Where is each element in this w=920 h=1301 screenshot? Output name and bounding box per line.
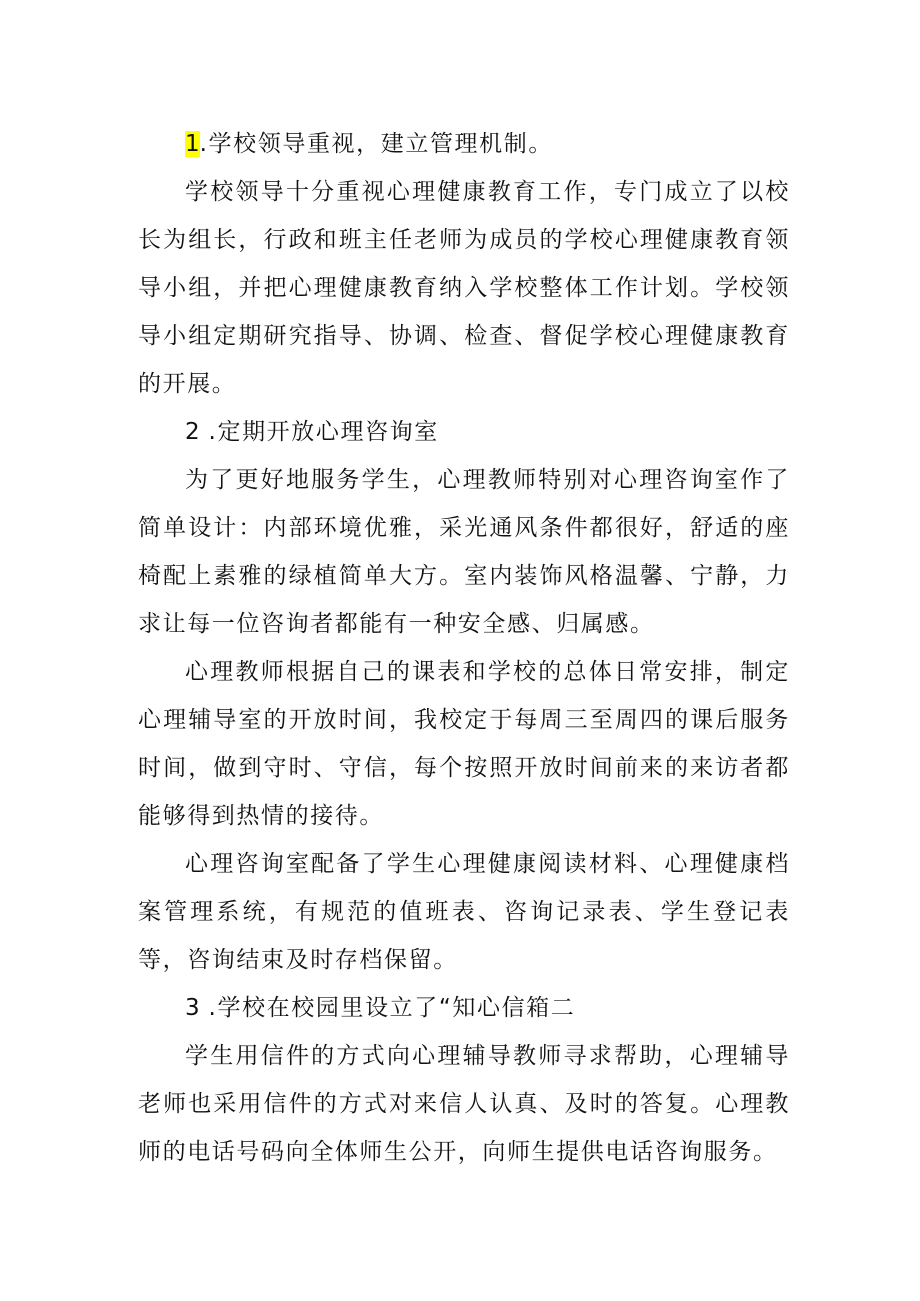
document-body bbox=[138, 120, 790, 1176]
paragraph: 心理教师根据自己的课表和学校的总体日常安排，制定心理辅导室的开放时间，我校定于每周三至周四的课后服务时间，做到守时、守信，每个按照开放时间前来的来访者都能够得到热情的接待。 bbox=[138, 659, 790, 829]
section-heading-text-2: .定期开放心理咨询室 bbox=[199, 419, 439, 445]
section-number-3: 3 bbox=[185, 995, 200, 1021]
section-heading-1 bbox=[138, 120, 790, 168]
section-number-2: 2 bbox=[185, 419, 200, 445]
section-heading-text-3: .学校在校园里设立了“知心信箱二 bbox=[199, 995, 576, 1021]
section-number-1-highlighted: 1 bbox=[185, 131, 200, 157]
paragraph: 学校领导十分重视心理健康教育工作，专门成立了以校长为组长，行政和班主任老师为成员的学校心理健康教育领导小组，并把心理健康教育纳入学校整体工作计划。学校领导小组定期研究指导、协调、检查、督促学校心理健康教育的开展。 bbox=[138, 179, 790, 397]
paragraph: 为了更好地服务学生，心理教师特别对心理咨询室作了简单设计：内部环境优雅，采光通风条件都很好，舒适的座椅配上素雅的绿植简单大方。室内装饰风格温馨、宁静，力求让每一位咨询者都能有一种安全感、归属感。 bbox=[138, 467, 790, 637]
section-heading-3 bbox=[138, 984, 790, 1032]
paragraph: 心理咨询室配备了学生心理健康阅读材料、心理健康档案管理系统，有规范的值班表、咨询记录表、学生登记表等，咨询结束及时存档保留。 bbox=[138, 851, 790, 973]
paragraph: 学生用信件的方式向心理辅导教师寻求帮助，心理辅导老师也采用信件的方式对来信人认真、及时的答复。心理教师的电话号码向全体师生公开，向师生提供电话咨询服务。 bbox=[138, 1043, 790, 1165]
section-heading-2 bbox=[138, 408, 790, 456]
section-heading-text-1: .学校领导重视，建立管理机制。 bbox=[199, 131, 553, 157]
